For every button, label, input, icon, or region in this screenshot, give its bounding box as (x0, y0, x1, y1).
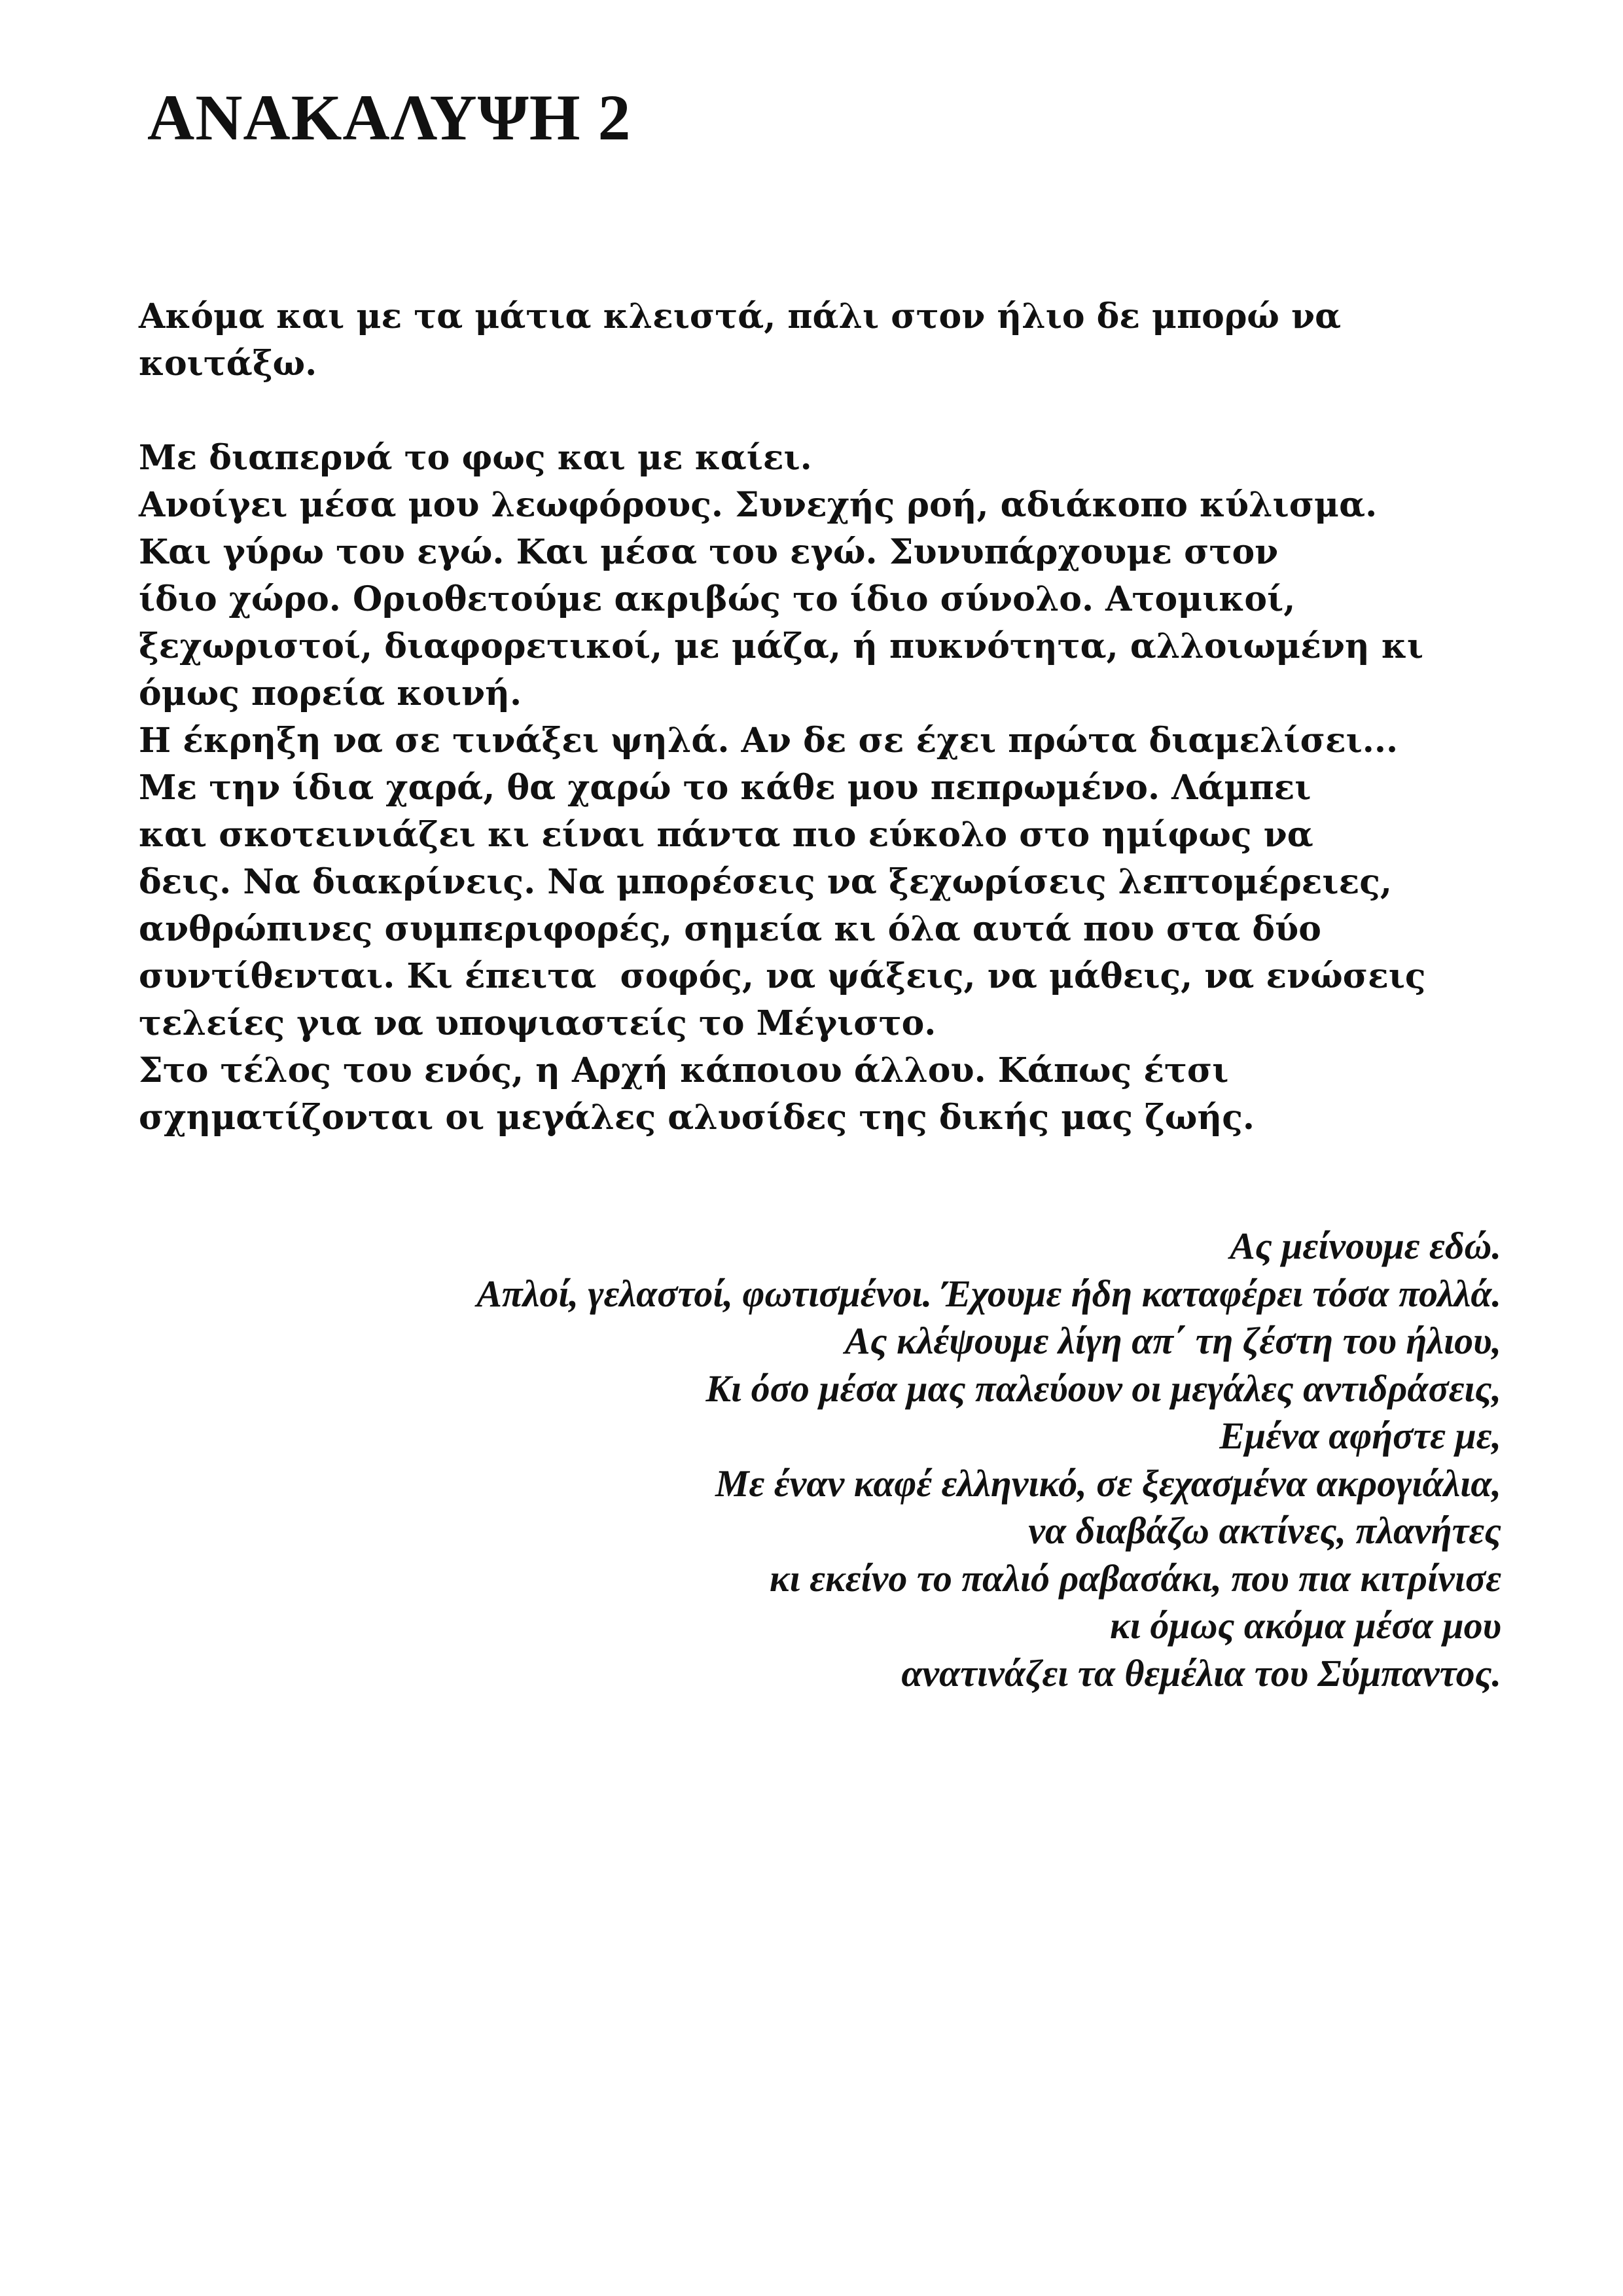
body-line: σχηματίζονται οι μεγάλες αλυσίδες της δικής μας ζωής. (139, 1098, 1255, 1138)
poem-line: Ας κλέψουμε λίγη απ΄ τη ζέστη του ήλιου, (844, 1319, 1501, 1362)
body-line: Με την ίδια χαρά, θα χαρώ το κάθε μου πεπρωμένο. Λάμπει (139, 768, 1311, 808)
body-line: συντίθενται. Κι έπειτα σοφός, να ψάξεις, να μάθεις, να ενώσεις (139, 956, 1426, 996)
body-line: και σκοτεινιάζει κι είναι πάντα πιο εύκολο στο ημίφως να (139, 815, 1313, 855)
paragraph-gap (139, 387, 1546, 435)
page-title: ΑΝΑΚΑΛΥΨΗ 2 (147, 81, 632, 154)
body-line: Στο τέλος του ενός, η Αρχή κάποιου άλλου. Κάπως έτσι (139, 1050, 1229, 1090)
body-line: Με διαπερνά το φως και με καίει. (139, 438, 812, 478)
poem-section (476, 1223, 1501, 1697)
prose-section (139, 293, 1546, 1141)
body-line: ανθρώπινες συμπεριφορές, σημεία κι όλα αυτά που στα δύο (139, 909, 1321, 949)
intro-line: Ακόμα και με τα μάτια κλειστά, πάλι στον ήλιο δε μπορώ να (139, 296, 1342, 336)
body-line: ίδιο χώρο. Οριοθετούμε ακριβώς το ίδιο σύνολο. Ατομικοί, (139, 579, 1296, 619)
body-line: όμως πορεία κοινή. (139, 673, 522, 713)
poem-line: Απλοί, γελαστοί, φωτισμένοι. Έχουμε ήδη καταφέρει τόσα πολλά. (476, 1272, 1501, 1315)
body-line: Η έκρηξη να σε τινάξει ψηλά. Αν δε σε έχει πρώτα διαμελίσει... (139, 721, 1399, 761)
body-line: Ανοίγει μέσα μου λεωφόρους. Συνεχής ροή, αδιάκοπο κύλισμα. (139, 485, 1378, 525)
poem-line: κι εκείνο το παλιό ραβασάκι, που πια κιτρίνισε (769, 1556, 1501, 1600)
poem-line: ανατινάζει τα θεμέλια του Σύμπαντος. (901, 1651, 1501, 1695)
poem-line: να διαβάζω ακτίνες, πλανήτες (1028, 1509, 1501, 1552)
poem-line: Με έναν καφέ ελληνικό, σε ξεχασμένα ακρογιάλια, (715, 1462, 1501, 1505)
poem-line: Εμένα αφήστε με, (1219, 1414, 1501, 1457)
poem-line: Κι όσο μέσα μας παλεύουν οι μεγάλες αντιδράσεις, (705, 1367, 1501, 1410)
body-line: Και γύρω του εγώ. Και μέσα του εγώ. Συνυπάρχουμε στον (139, 532, 1279, 572)
intro-line: κοιτάξω. (139, 344, 317, 384)
body-line: δεις. Να διακρίνεις. Να μπορέσεις να ξεχωρίσεις λεπτομέρειες, (139, 862, 1392, 902)
body-line: ξεχωριστοί, διαφορετικοί, με μάζα, ή πυκνότητα, αλλοιωμένη κι (139, 626, 1423, 666)
body-line: τελείες για να υποψιαστείς το Μέγιστο. (139, 1003, 936, 1043)
poem-line: Ας μείνουμε εδώ. (1230, 1225, 1501, 1267)
poem-line: κι όμως ακόμα μέσα μου (1109, 1604, 1501, 1647)
